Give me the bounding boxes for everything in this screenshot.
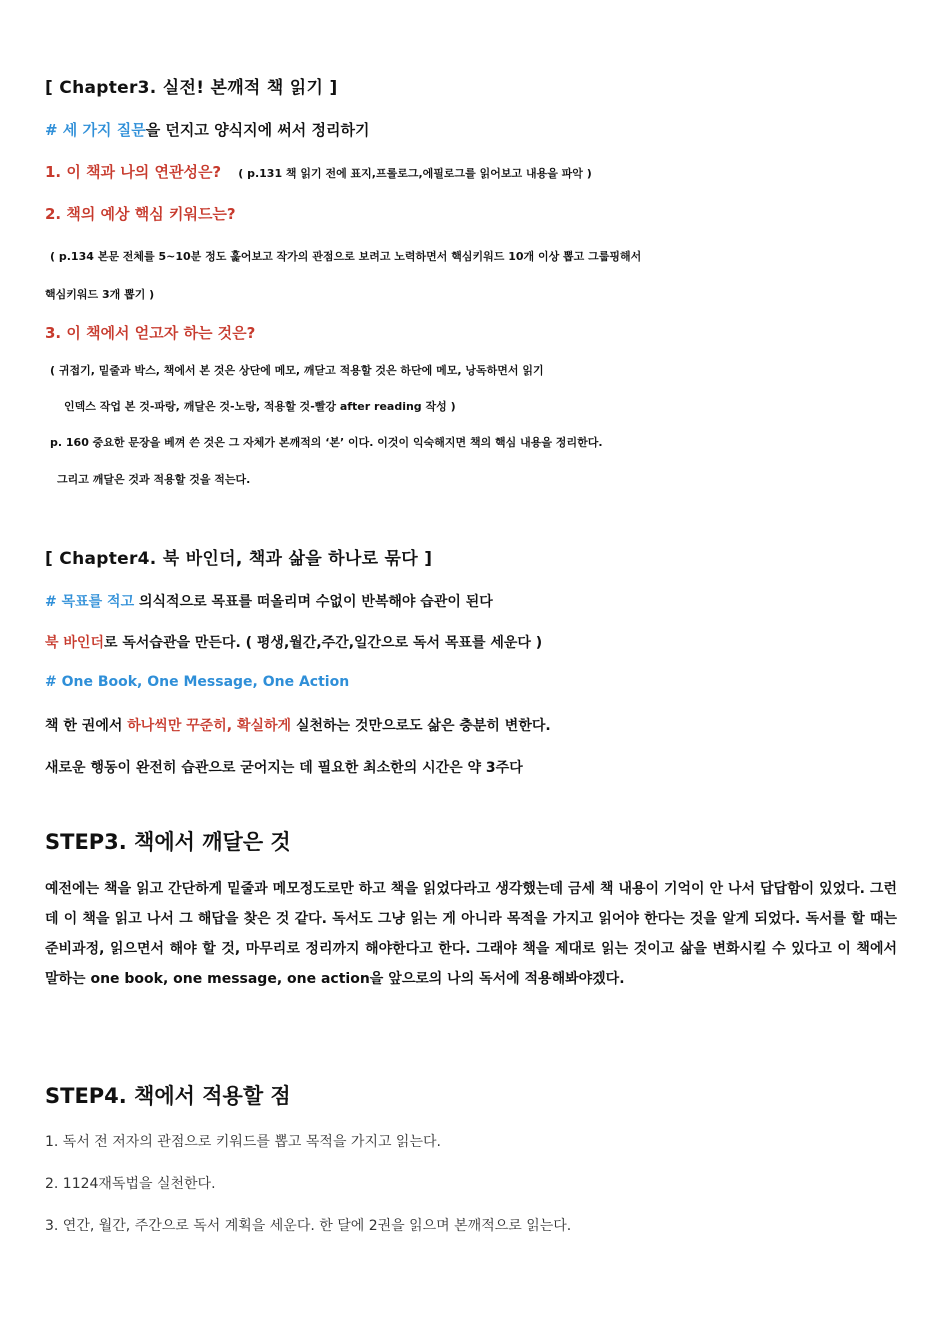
question-3-note-line3: p. 160 중요한 문장을 베껴 쓴 것은 그 자체가 본깨적의 ‘본’ 이다. 이것이 익숙해지면 책의 핵심 내용을 정리한다.: [50, 436, 603, 449]
question-2-note-line1: ( p.134 본문 전체를 5~10분 정도 훑어보고 작가의 관점으로 보려고 노력하면서 핵심키워드 10개 이상 뽑고 그룹핑해서: [50, 250, 642, 263]
chapter3-subheading: [45, 119, 369, 140]
step4-item-1: 1. 독서 전 저자의 관점으로 키워드를 뽑고 목적을 가지고 읽는다.: [45, 1134, 441, 1150]
question-3-note-line1: ( 귀접기, 밑줄과 박스, 책에서 본 것은 상단에 메모, 깨닫고 적용할 것은 하단에 메모, 낭독하면서 읽기: [50, 364, 544, 377]
chapter4-line5: 새로운 행동이 완전히 습관으로 굳어지는 데 필요한 최소한의 시간은 약 3주다: [45, 760, 523, 776]
question-3-label: 3. 이 책에서 얻고자 하는 것은?: [45, 324, 256, 342]
question-2-label: 2. 책의 예상 핵심 키워드는?: [45, 205, 236, 223]
step3-heading: STEP3. 책에서 깨달은 것: [45, 830, 291, 854]
highlight-red: 하나씩만 꾸준히, 확실하게: [127, 718, 292, 734]
chapter4-line3: # One Book, One Message, One Action: [45, 674, 350, 690]
question-2-note-line2: 핵심키워드 3개 뽑기 ): [45, 288, 155, 301]
line2-rest: 로 독서습관을 만든다. ( 평생,월간,주간,일간으로 독서 목표를 세운다 ): [103, 635, 543, 651]
chapter3-heading: [ Chapter3. 실전! 본깨적 책 읽기 ]: [45, 78, 338, 98]
step4-heading: STEP4. 책에서 적용할 점: [45, 1084, 291, 1108]
subheading-rest: 을 던지고 양식지에 써서 정리하기: [145, 121, 370, 139]
step4-item-3: 3. 연간, 월간, 주간으로 독서 계획을 세운다. 한 달에 2권을 읽으며 본깨적으로 읽는다.: [45, 1218, 572, 1234]
chapter4-line2: [45, 632, 542, 652]
step4-item-2: 2. 1124재독법을 실천한다.: [45, 1176, 216, 1192]
step3-paragraph: 예전에는 책을 읽고 간단하게 밑줄과 메모정도로만 하고 책을 읽었다라고 생각했는데 금세 책 내용이 기억이 안 나서 답답함이 있었다. 그런데 이 책을 읽고 나서 그 해답을 찾은 것 같다. 독서도 그냥 읽는 게 아니라 목적을 가지고 읽어야 한다는 것을 알게 되었다. 독서를 할 때는 준비과정, 읽으면서 해야 할 것, 마무리로 정리까지 해야한다고 한다. 그래야 책을 제대로 읽는 것이고 삶을 변화시킬 수 있다고 이 책에서 말하는 one book, one message, one action을 앞으로의 나의 독서에 적용해봐야겠다.: [45, 881, 897, 987]
hash-mark: #: [45, 121, 63, 139]
chapter4-line1: [45, 591, 493, 611]
chapter4-heading: [ Chapter4. 북 바인더, 책과 삶을 하나로 묶다 ]: [45, 549, 433, 569]
line4-start: 책 한 권에서: [45, 718, 128, 734]
question-3-note-line2: 인덱스 작업 본 것-파랑, 깨달은 것-노랑, 적용할 것-빨강 after reading 작성 ): [64, 400, 456, 413]
question-1-label: 1. 이 책과 나의 연관성은?: [45, 163, 222, 181]
line1-rest: 의식적으로 목표를 떠올리며 수없이 반복해야 습관이 된다: [134, 594, 493, 610]
highlight-red: 북 바인더: [45, 635, 104, 651]
question-3-note-line4: 그리고 깨달은 것과 적용할 것을 적는다.: [57, 473, 251, 486]
highlight-blue: 세 가지 질문: [62, 121, 146, 139]
hash-mark: #: [45, 594, 62, 610]
line4-end: 실천하는 것만으로도 삶은 충분히 변한다.: [291, 718, 551, 734]
highlight-blue: 목표를 적고: [61, 594, 135, 610]
question-1-note: ( p.131 책 읽기 전에 표지,프롤로그,에필로그를 읽어보고 내용을 파악 ): [238, 167, 592, 180]
question-1: [45, 161, 592, 182]
chapter4-line4: [45, 715, 551, 735]
